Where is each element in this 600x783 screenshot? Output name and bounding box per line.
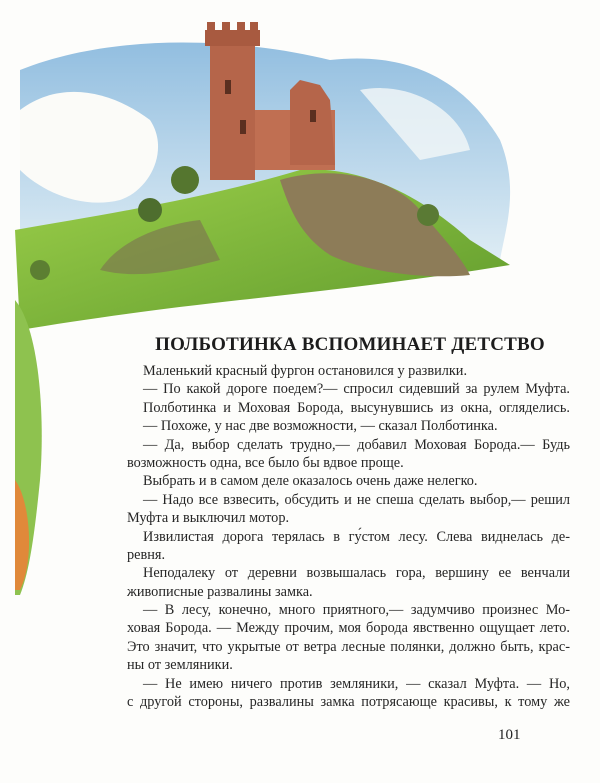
text-line: — Похоже, у нас две возможности, — сказал Полботинка. [143, 418, 498, 435]
text-line: Полботинка и Моховая Борода, высунувшись из окна, огляделись. [143, 399, 570, 416]
text-line: Это значит, что укрытые от ветра лесные полянки, должно быть, крас- [127, 638, 570, 655]
text-line: Выбрать и в самом деле оказалось очень даже нелегко. [143, 473, 478, 490]
text-line: ны от земляники. [127, 657, 233, 674]
text-line: возможность одна, все было бы вдвое проще. [127, 454, 404, 471]
text-line: ревня. [127, 546, 166, 563]
text-line: ховая Борода. — Между прочим, моя борода явственно ощущает лето. [127, 620, 570, 637]
page-number: 101 [498, 727, 521, 743]
text-line: живописные развалины замка. [127, 583, 313, 600]
chapter-title: ПОЛБОТИНКА ВСПОМИНАЕТ ДЕТСТВО [155, 334, 545, 355]
text-line: — Да, выбор сделать трудно,— добавил Моховая Борода.— Будь [143, 436, 570, 453]
text-line: Неподалеку от деревни возвышалась гора, вершину ее венчали [143, 565, 570, 582]
text-line: — По какой дороге поедем?— спросил сидевший за рулем Муфта. [143, 381, 570, 398]
text-line: — Надо все взвесить, обсудить и не спеша сделать выбор,— решил [143, 491, 570, 508]
text-line: Муфта и выключил мотор. [127, 510, 290, 527]
text-line: Маленький красный фургон остановился у развилки. [143, 363, 468, 379]
text-line: — Не имею ничего против земляники, — сказал Муфта. — Но, [143, 675, 570, 692]
text-line: — В лесу, конечно, много приятного,— задумчиво произнес Мо- [143, 602, 570, 619]
text-line: Извилистая дорога терялась в гу́стом лесу. Слева виднелась де- [143, 528, 570, 545]
body-text [127, 362, 570, 711]
text-line: с другой стороны, развалины замка потрясающе красивы, к тому же [127, 694, 570, 711]
